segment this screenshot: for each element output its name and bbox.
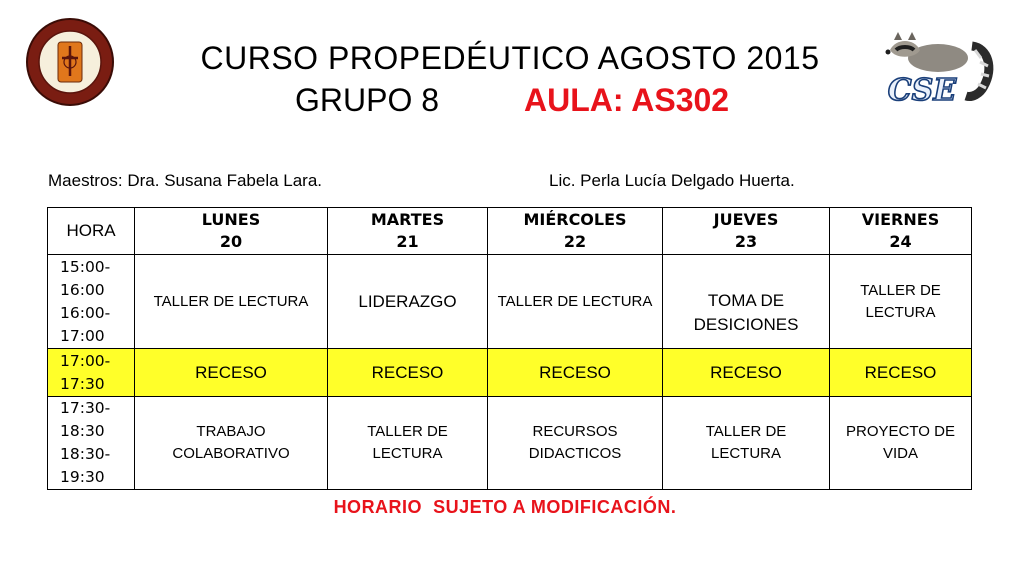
day-name: MARTES — [370, 210, 445, 229]
teacher-primary: Maestros: Dra. Susana Fabela Lara. — [48, 171, 323, 190]
activity-cell — [488, 255, 663, 349]
table-row-break — [48, 349, 972, 397]
day-name: LUNES — [201, 210, 261, 229]
activity-text: DIDACTICOS — [528, 445, 622, 462]
activity-text: COLABORATIVO — [172, 445, 290, 462]
table-row — [48, 397, 972, 490]
break-cell: RECESO — [328, 349, 488, 397]
room-label: AULA: AS302 — [524, 82, 730, 118]
activity-cell — [328, 397, 488, 490]
activity-cell — [663, 397, 830, 490]
time-line: 15:00- — [60, 257, 111, 276]
group-label: GRUPO 8 — [295, 82, 440, 118]
activity-text: TALLER DE — [367, 423, 448, 440]
activity-cell — [488, 397, 663, 490]
day-date: 24 — [889, 232, 912, 251]
day-header-miercoles — [488, 208, 663, 255]
day-header-martes — [328, 208, 488, 255]
break-cell: RECESO — [830, 349, 972, 397]
activity-text: LIDERAZGO — [358, 291, 457, 311]
activity-text: DESICIONES — [693, 314, 799, 334]
table-row — [48, 255, 972, 349]
activity-text: RECURSOS — [532, 423, 618, 440]
time-line: 18:30- — [60, 445, 111, 463]
cse-raccoon-logo — [876, 28, 996, 108]
schedule-disclaimer: HORARIO SUJETO A MODIFICACIÓN. — [333, 497, 677, 517]
activity-cell — [135, 397, 328, 490]
table-header-row — [48, 208, 972, 255]
hour-column-header: HORA — [48, 208, 135, 255]
cse-logo-text: CSE — [887, 73, 957, 108]
teacher-secondary: Lic. Perla Lucía Delgado Huerta. — [549, 171, 795, 190]
day-name: MIÉRCOLES — [523, 210, 627, 229]
activity-text: TALLER DE LECTURA — [497, 292, 653, 310]
page-title: CURSO PROPEDÉUTICO AGOSTO 2015 — [200, 40, 820, 76]
activity-text: TOMA DE — [707, 290, 785, 310]
break-cell: RECESO — [135, 349, 328, 397]
time-cell — [48, 349, 135, 397]
day-date: 23 — [734, 232, 758, 251]
activity-text: TALLER DE LECTURA — [153, 292, 309, 310]
day-name: VIERNES — [861, 210, 940, 229]
day-date: 22 — [563, 232, 587, 251]
time-line: 16:00- — [60, 303, 111, 322]
activity-text: TALLER DE — [860, 281, 941, 299]
time-line: 19:30 — [60, 468, 105, 486]
time-line: 17:30- — [60, 399, 111, 417]
activity-cell — [663, 255, 830, 349]
time-cell — [48, 397, 135, 490]
activity-cell — [328, 255, 488, 349]
activity-text: VIDA — [882, 445, 918, 462]
activity-cell — [830, 255, 972, 349]
day-header-lunes — [135, 208, 328, 255]
time-line: 17:00 — [60, 326, 105, 345]
time-cell — [48, 255, 135, 349]
day-header-viernes — [830, 208, 972, 255]
activity-cell — [830, 397, 972, 490]
time-line: 18:30 — [60, 422, 105, 440]
day-date: 20 — [219, 232, 243, 251]
break-cell: RECESO — [488, 349, 663, 397]
time-line: 16:00 — [60, 280, 105, 299]
schedule-table — [47, 207, 972, 490]
activity-text: TALLER DE — [705, 423, 787, 440]
day-name: JUEVES — [713, 210, 779, 229]
break-cell: RECESO — [663, 349, 830, 397]
activity-text: TRABAJO — [196, 423, 266, 440]
university-seal-logo — [26, 18, 114, 106]
day-date: 21 — [396, 232, 419, 251]
activity-text: LECTURA — [372, 445, 443, 462]
time-line: 17:30 — [60, 374, 105, 393]
activity-text: LECTURA — [865, 303, 936, 321]
day-header-jueves — [663, 208, 830, 255]
activity-text: LECTURA — [710, 445, 781, 462]
time-line: 17:00- — [60, 351, 111, 370]
activity-text: PROYECTO DE — [846, 423, 955, 440]
activity-cell — [135, 255, 328, 349]
